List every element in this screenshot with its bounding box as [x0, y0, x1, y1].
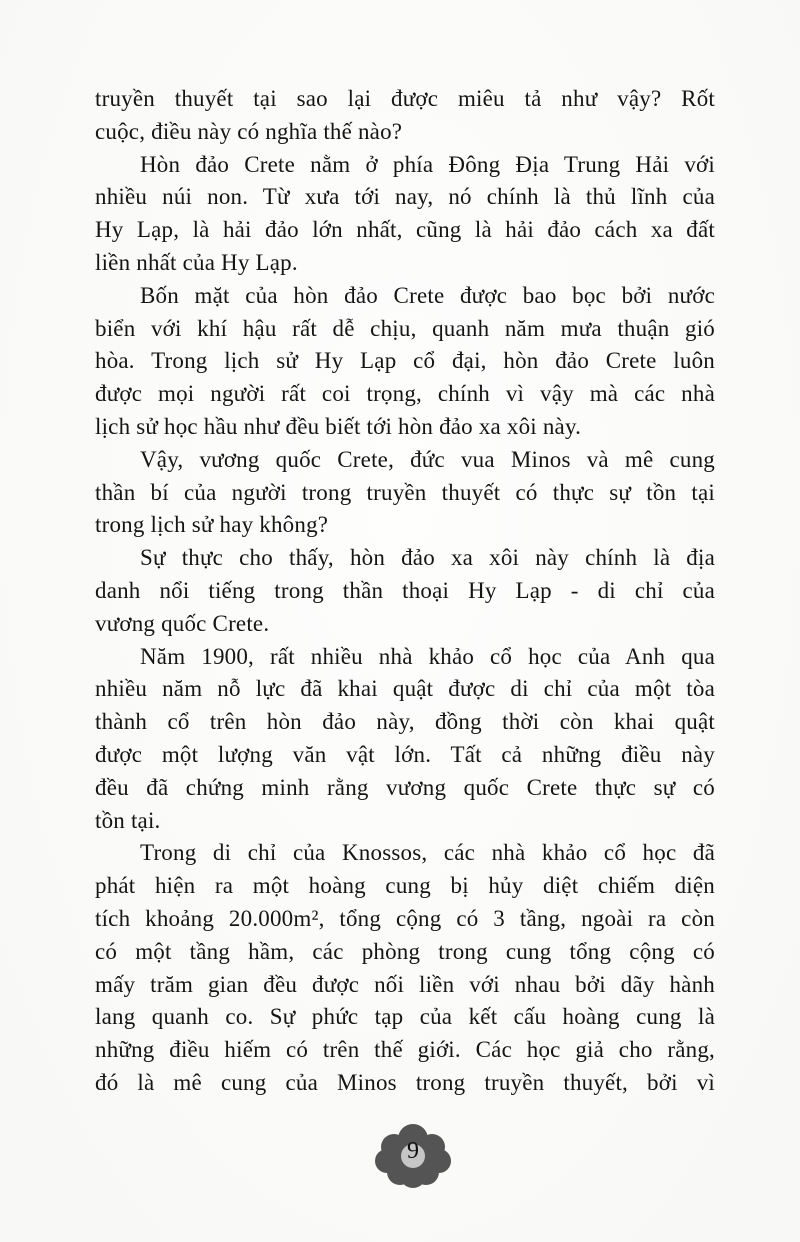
text-line-p1-l2: cuộc, điều này có nghĩa thế nào?	[95, 118, 403, 144]
text-line-p1-l1: truyền thuyết tại sao lại được miêu tả như vậy? Rốt	[95, 86, 715, 111]
text-line-p4-l1: Vậy, vương quốc Crete, đức vua Minos và mê cung	[140, 446, 715, 472]
text-line-p3-l3: hòa. Trong lịch sử Hy Lạp cổ đại, hòn đảo Crete luôn	[95, 348, 715, 374]
text-line-p6-l5: đều đã chứng minh rằng vương quốc Crete thực sự có	[95, 774, 715, 800]
text-line-p7-l2: phát hiện ra một hoàng cung bị hủy diệt chiếm diện	[95, 873, 715, 899]
text-line-p4-l2: thần bí của người trong truyền thuyết có thực sự tồn tại	[95, 479, 715, 505]
text-line-p2-l4: liền nhất của Hy Lạp.	[95, 249, 298, 275]
text-line-p7-l7: những điều hiếm có trên thế giới. Các học giả cho rằng,	[95, 1037, 715, 1063]
text-line-p3-l2: biển với khí hậu rất dễ chịu, quanh năm mưa thuận gió	[95, 315, 715, 341]
text-line-p6-l1: Năm 1900, rất nhiều nhà khảo cổ học của Anh qua	[140, 643, 715, 669]
text-line-p5-l1: Sự thực cho thấy, hòn đảo xa xôi này chính là địa	[140, 545, 715, 571]
text-line-p6-l6: tồn tại.	[95, 807, 161, 833]
text-line-p6-l2: nhiều năm nỗ lực đã khai quật được di chỉ của một tòa	[95, 676, 715, 702]
text-line-p7-l8: đó là mê cung của Minos trong truyền thuyết, bởi vì	[95, 1069, 715, 1095]
text-line-p6-l3: thành cổ trên hòn đảo này, đồng thời còn khai quật	[95, 709, 715, 735]
text-line-p7-l6: lang quanh co. Sự phức tạp của kết cấu hoàng cung là	[95, 1004, 715, 1030]
text-line-p2-l3: Hy Lạp, là hải đảo lớn nhất, cũng là hải đảo cách xa đất	[95, 217, 715, 243]
page-number: 9	[407, 1138, 419, 1164]
text-line-p4-l3: trong lịch sử hay không?	[95, 512, 329, 538]
text-line-p3-l5: lịch sử học hầu như đều biết tới hòn đảo xa xôi này.	[95, 413, 582, 439]
text-line-p3-l1: Bốn mặt của hòn đảo Crete được bao bọc bởi nước	[140, 282, 715, 308]
text-block	[95, 83, 715, 1100]
text-line-p7-l5: mấy trăm gian đều được nối liền với nhau bởi dãy hành	[95, 971, 715, 997]
text-line-p6-l4: được một lượng văn vật lớn. Tất cả những điều này	[95, 741, 715, 767]
text-line-p7-l1: Trong di chỉ của Knossos, các nhà khảo cổ học đã	[140, 840, 715, 866]
page-number-badge	[373, 1122, 453, 1192]
text-line-p5-l3: vương quốc Crete.	[95, 610, 270, 636]
text-line-p2-l1: Hòn đảo Crete nằm ở phía Đông Địa Trung Hải với	[140, 151, 715, 177]
text-line-p5-l2: danh nổi tiếng trong thần thoại Hy Lạp - di chỉ của	[95, 577, 715, 603]
text-line-p2-l2: nhiều núi non. Từ xưa tới nay, nó chính là thủ lĩnh của	[95, 184, 715, 210]
text-line-p3-l4: được mọi người rất coi trọng, chính vì vậy mà các nhà	[95, 381, 715, 407]
text-line-p7-l3: tích khoảng 20.000m², tổng cộng có 3 tầng, ngoài ra còn	[95, 905, 715, 931]
text-line-p7-l4: có một tầng hầm, các phòng trong cung tổng cộng có	[95, 938, 715, 964]
